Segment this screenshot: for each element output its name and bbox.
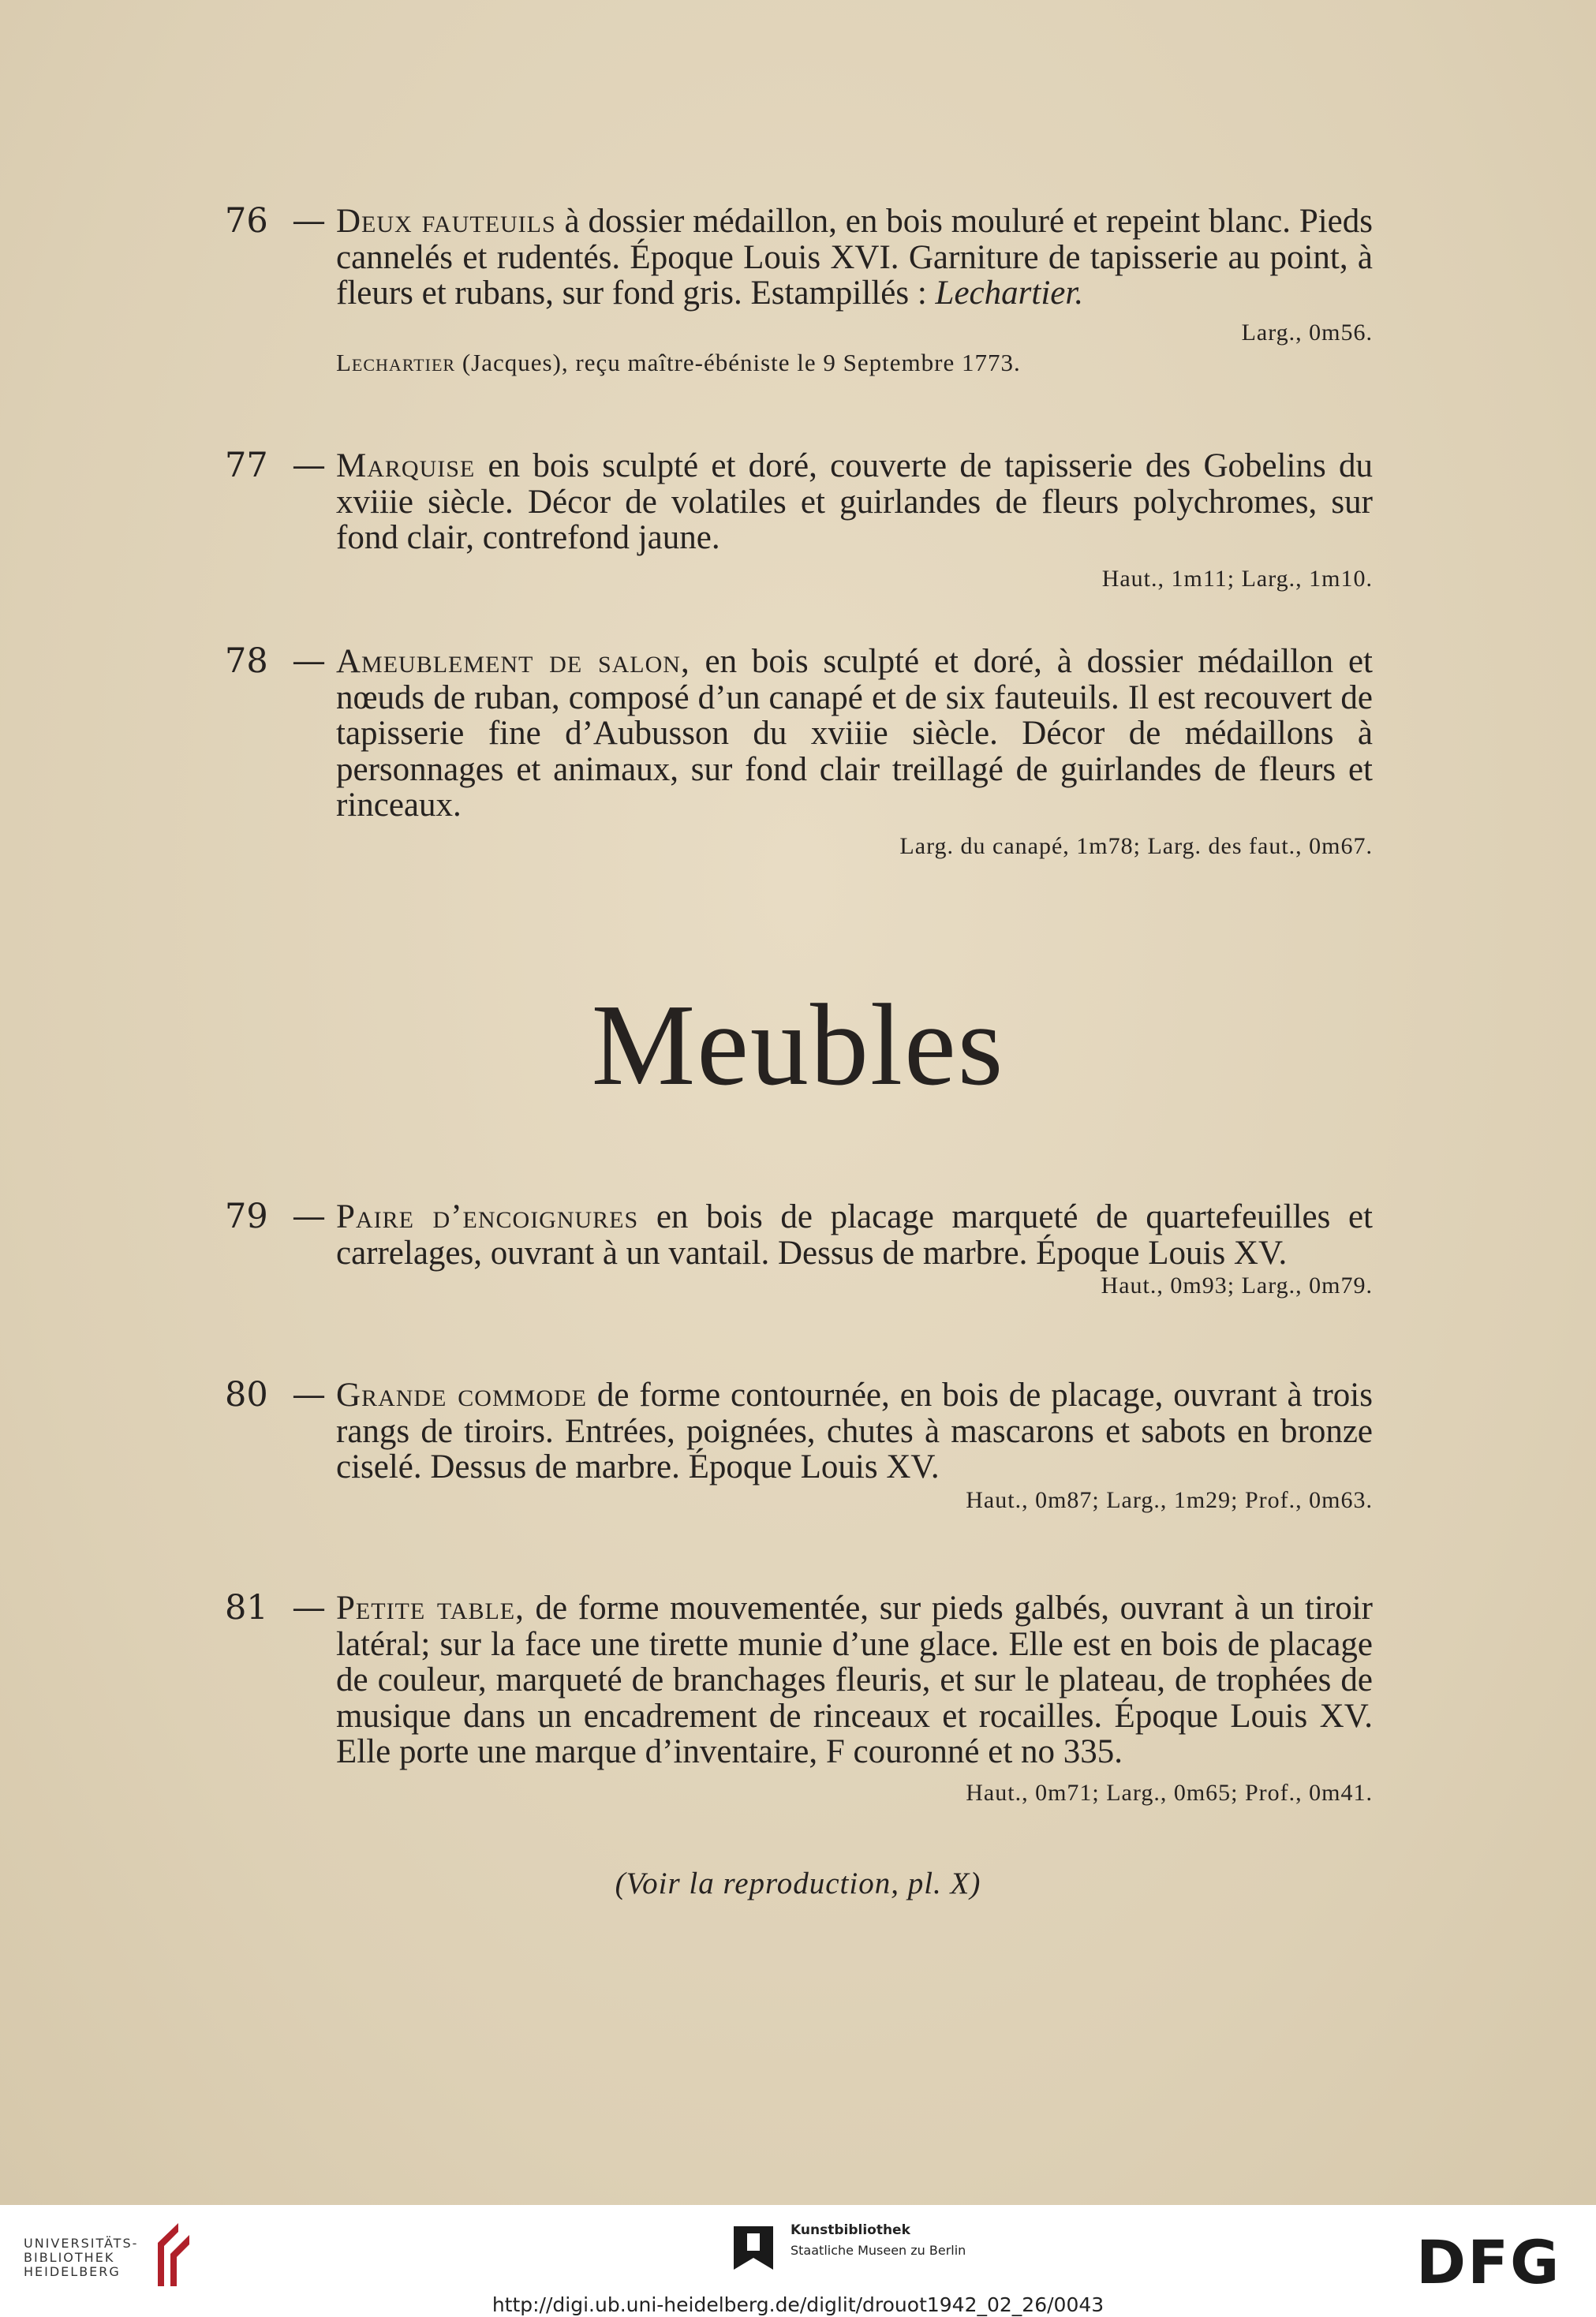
entry-dash: — <box>292 1197 326 1236</box>
kunstbibliothek-logo-icon <box>730 2222 777 2278</box>
permalink-url[interactable]: http://digi.ub.uni-heidelberg.de/diglit/drouot1942_02_26/0043 <box>492 2293 1104 2316</box>
entry-81 <box>225 1590 1373 1807</box>
university-line: BIBLIOTHEK <box>24 2250 115 2265</box>
university-library-label <box>24 2237 138 2279</box>
entry-dash: — <box>292 1588 326 1628</box>
note-name: Lechartier <box>336 348 456 376</box>
entry-title: Marquise <box>336 447 476 484</box>
entry-body: à dossier médaillon, en bois mouluré et repeint blanc. Pieds cannelés et rudentés. Époque Louis XVI. Garniture de tapisserie au point, à fleurs et rubans, sur fond gris. Estampillés : <box>336 203 1373 312</box>
entry-77 <box>225 448 1373 592</box>
entry-dimensions: Haut., 0m93; Larg., 0m79. <box>1101 1272 1373 1299</box>
entry-78 <box>225 641 1373 860</box>
heidelberg-logo-icon <box>148 2219 196 2290</box>
entry-dash: — <box>292 1375 326 1414</box>
entry-text <box>336 1590 1373 1770</box>
entry-stamp: Lechartier. <box>935 275 1084 312</box>
entry-dash: — <box>292 446 326 485</box>
entry-number: 80 <box>225 1375 268 1414</box>
entry-body: en bois de placage marqueté de quartefeuilles et carrelages, ouvrant à un vantail. Dessus de marbre. Époque Louis XV. <box>336 1198 1374 1272</box>
entry-body: de forme contournée, en bois de placage, ouvrant à trois rangs de tiroirs. Entrées, poignées, chutes à mascarons et sabots en bronze ciselé. Dessus de marbre. Époque Louis XV. <box>336 1377 1373 1485</box>
entry-dimensions: Haut., 0m87; Larg., 1m29; Prof., 0m63. <box>966 1486 1373 1513</box>
entry-text <box>336 204 1373 312</box>
entry-text <box>336 1377 1373 1485</box>
entry-text <box>336 448 1373 556</box>
viewer-footer <box>0 2205 1596 2317</box>
dfg-logo: DFG <box>1416 2227 1561 2297</box>
entry-text <box>336 1199 1373 1271</box>
entry-number: 81 <box>225 1588 268 1628</box>
kunstbibliothek-label <box>791 2222 966 2258</box>
entry-title: Petite table, <box>336 1590 525 1627</box>
entry-body: en bois sculpté et doré, couverte de tapisserie des Gobelins du xviiie siècle. Décor de volatiles et guirlandes de fleurs polychromes, sur fond clair, contrefond jaune. <box>336 447 1373 556</box>
kunstbibliothek-subtitle: Staatliche Museen zu Berlin <box>791 2243 966 2258</box>
section-heading: Meubles <box>591 981 1005 1110</box>
entry-title: Paire d’encoignures <box>336 1198 639 1235</box>
entry-dimensions: Larg., 0m56. <box>1241 319 1373 346</box>
entry-body: en bois sculpté et doré, à dossier médaillon et nœuds de ruban, composé d’un canapé et de six fauteuils. Il est recouvert de tapisserie fine d’Aubusson du xviiie siècle. Décor de médaillons à personnages et animaux, sur fond clair treillagé de guirlandes de fleurs et rinceaux. <box>336 643 1373 824</box>
entry-title: Ameublement de salon, <box>336 643 690 680</box>
entry-number: 77 <box>225 446 268 485</box>
entry-number: 76 <box>225 201 268 241</box>
entry-dimensions: Larg. du canapé, 1m78; Larg. des faut., 0m67. <box>899 832 1373 859</box>
entry-80 <box>225 1377 1373 1514</box>
entry-text <box>336 644 1373 824</box>
entry-title: Deux fauteuils <box>336 203 556 240</box>
note-text: (Jacques), reçu maître-ébéniste le 9 Septembre 1773. <box>455 348 1021 376</box>
kunstbibliothek-title: Kunstbibliothek <box>791 2222 910 2238</box>
entry-dimensions: Haut., 1m11; Larg., 1m10. <box>1101 565 1373 592</box>
entry-79 <box>225 1199 1373 1299</box>
entry-dimensions: Haut., 0m71; Larg., 0m65; Prof., 0m41. <box>966 1779 1373 1806</box>
entry-title: Grande commode <box>336 1377 587 1414</box>
entry-dash: — <box>292 641 326 681</box>
entry-number: 79 <box>225 1197 268 1236</box>
entry-note <box>336 349 1373 376</box>
entry-76 <box>225 201 1373 376</box>
entry-body: de forme mouvementée, sur pieds galbés, ouvrant à un tiroir latéral; sur la face une tirette munie d’une glace. Elle est en bois de placage de couleur, marqueté de branchages fleuris, et sur le plateau, de trophées de musique dans un encadrement de rinceaux et rocailles. Époque Louis XV. Elle porte une marque d’inventaire, F couronné et no 335. <box>336 1590 1373 1770</box>
entry-dash: — <box>292 201 326 241</box>
reproduction-note: (Voir la reproduction, pl. X) <box>615 1867 981 1900</box>
university-line: HEIDELBERG <box>24 2264 121 2279</box>
entry-number: 78 <box>225 641 268 681</box>
university-line: UNIVERSITÄTS- <box>24 2236 139 2251</box>
